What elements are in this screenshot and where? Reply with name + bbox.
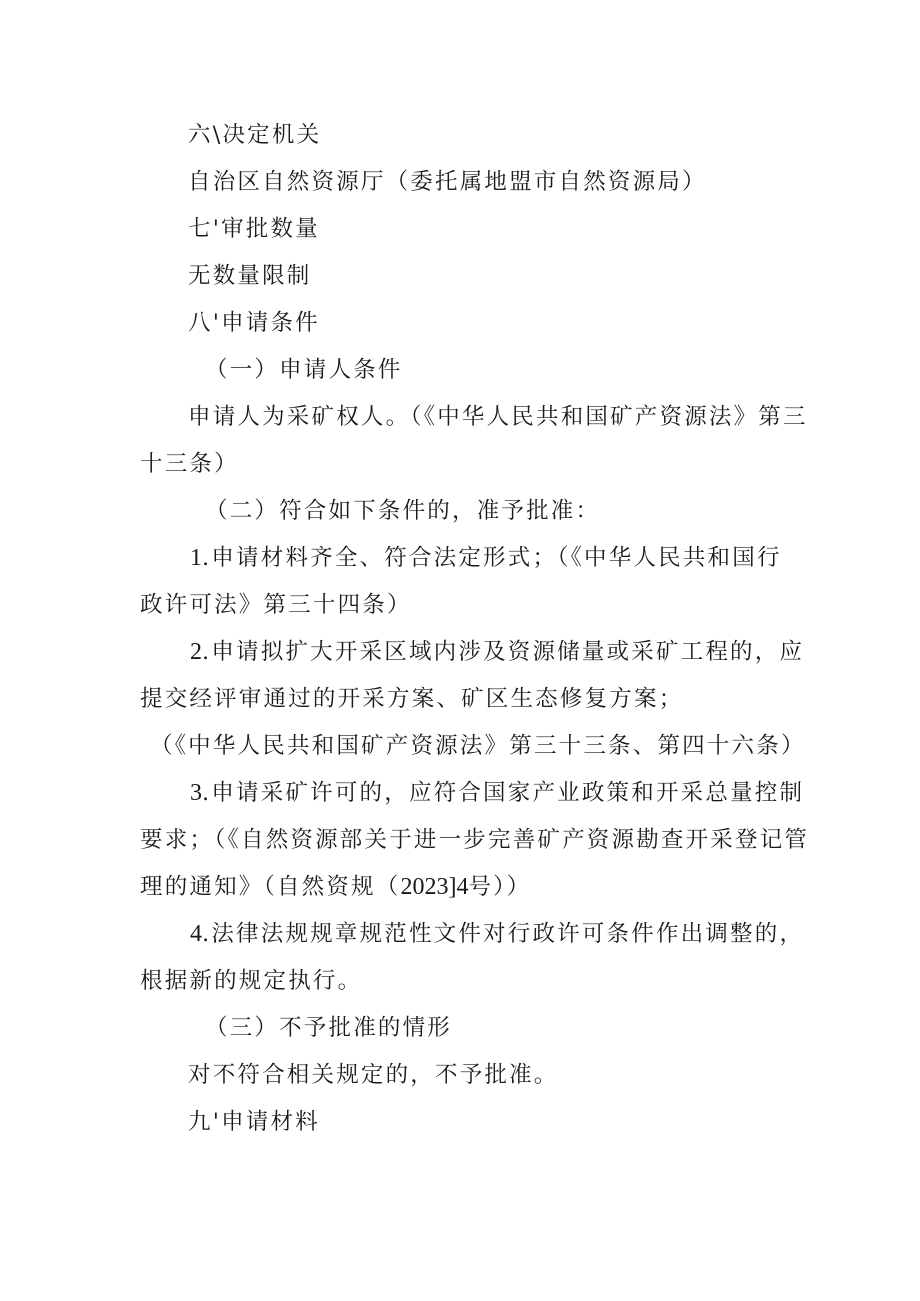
applicant-conditions-text-cont: 十三条） xyxy=(140,451,239,477)
condition-item-3 xyxy=(190,778,804,808)
section-heading-application-materials: 九'申请材料 xyxy=(188,1109,320,1135)
decision-authority-text: 自治区自然资源厅（委托属地盟市自然资源局） xyxy=(188,169,707,195)
condition-item-2-cont: 提交经评审通过的开采方案、矿区生态修复方案； xyxy=(140,686,684,712)
condition-item-3-citation xyxy=(140,872,531,902)
condition-text: .法律法规规章规范性文件对行政许可条件作出调整的， xyxy=(202,921,805,947)
condition-item-3-cont: 要求；（《自然资源部关于进一步完善矿产资源勘查开采登记管 xyxy=(140,827,810,853)
condition-item-1 xyxy=(190,543,782,573)
approval-quantity-text: 无数量限制 xyxy=(188,263,312,289)
rejection-text: 对不符合相关规定的，不予批准。 xyxy=(188,1062,559,1088)
citation-text-end: 号）） xyxy=(468,874,532,900)
condition-text: .申请拟扩大开采区域内涉及资源储量或采矿工程的，应 xyxy=(202,639,805,665)
subsection-heading-applicant-conditions: （一）申请人条件 xyxy=(205,357,403,383)
condition-item-2-citation: （《中华人民共和国矿产资源法》第三十三条、第四十六条） xyxy=(150,733,806,759)
condition-item-1-cont: 政许可法》第三十四条） xyxy=(140,592,412,618)
applicant-conditions-text: 申请人为采矿权人。（《中华人民共和国矿产资源法》第三 xyxy=(188,404,808,430)
condition-number: 2 xyxy=(190,639,202,665)
subsection-heading-rejection: （三）不予批准的情形 xyxy=(205,1015,453,1041)
condition-number: 4 xyxy=(190,921,202,947)
section-heading-application-conditions: 八'申请条件 xyxy=(188,310,320,336)
condition-number: 1 xyxy=(190,545,202,571)
condition-item-2 xyxy=(190,637,804,667)
section-heading-decision-authority: 六\决定机关 xyxy=(188,122,322,148)
condition-item-4 xyxy=(190,919,804,949)
condition-text: .申请采矿许可的，应符合国家产业政策和开采总量控制 xyxy=(202,780,805,806)
citation-text: 理的通知》（自然资规（ xyxy=(140,874,401,900)
condition-item-4-cont: 根据新的规定执行。 xyxy=(140,968,363,994)
document-number: 2023]4 xyxy=(400,874,469,900)
subsection-heading-approval-conditions: （二）符合如下条件的，准予批准： xyxy=(205,498,601,524)
section-heading-approval-quantity: 七'审批数量 xyxy=(188,216,320,242)
condition-number: 3 xyxy=(190,780,202,806)
condition-text: .申请材料齐全、符合法定形式；（《中华人民共和国行 xyxy=(202,545,782,571)
